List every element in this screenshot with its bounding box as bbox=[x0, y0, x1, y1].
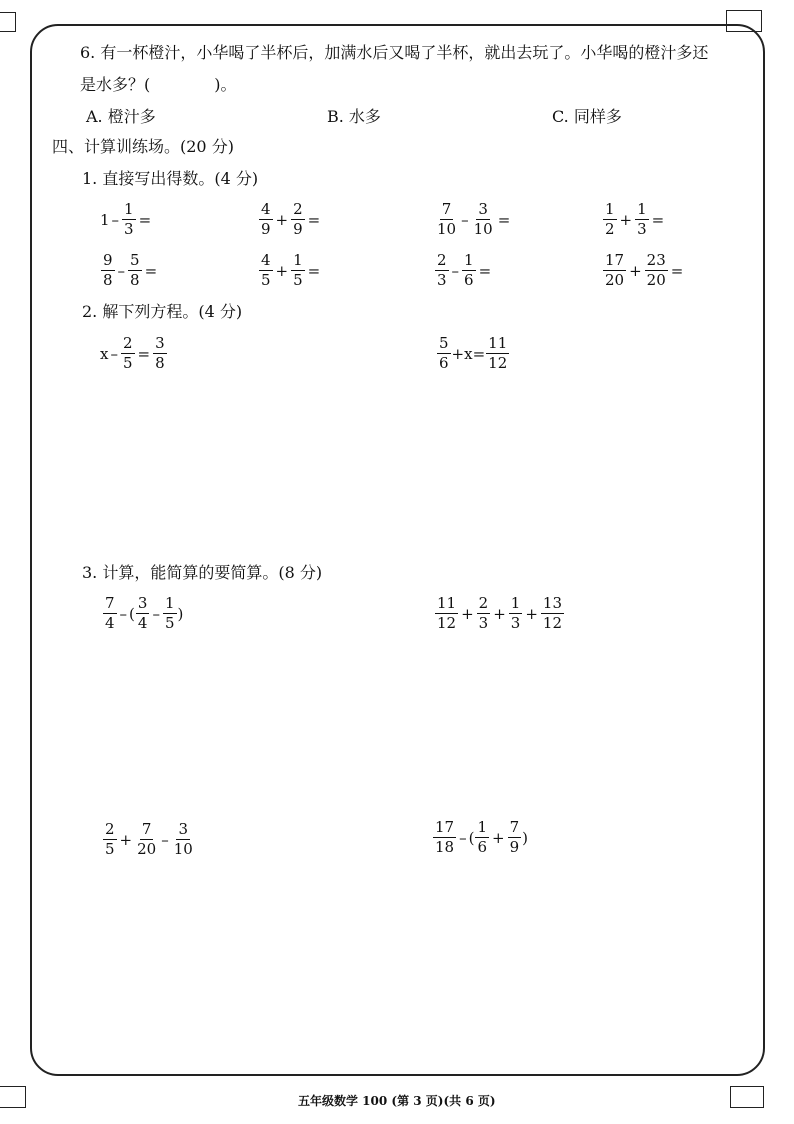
fraction: $\frac{1}{3}$ bbox=[637, 200, 647, 238]
option-a[interactable]: A. 橙汁多 bbox=[86, 107, 156, 126]
fraction: $\frac{1}{2}$ bbox=[605, 200, 615, 238]
part1-title: 1. 直接写出得数。(4 分) bbox=[82, 169, 259, 188]
fraction: $\frac{3}{8}$ bbox=[155, 334, 165, 372]
q6-line1: 6. 有一杯橙汁，小华喝了半杯后，加满水后又喝了半杯，就出去玩了。小华喝的橙汁多还 bbox=[80, 43, 709, 62]
fraction: $\frac{2}{3}$ bbox=[478, 594, 489, 632]
fraction: $\frac{5}{8}$ bbox=[130, 251, 140, 289]
crop-mark-top-left bbox=[0, 12, 16, 32]
oral-item-5: $\frac{9}{8}$ – $\frac{5}{8}$ = bbox=[103, 251, 158, 289]
oral-item-3: $\frac{7}{10}$ – $\frac{3}{10}$ = bbox=[437, 200, 511, 238]
fraction: $\frac{1}{3}$ bbox=[124, 200, 134, 238]
fraction: $\frac{3}{4}$ bbox=[137, 594, 148, 632]
fraction: $\frac{1}{6}$ bbox=[477, 818, 487, 856]
fraction: $\frac{23}{20}$ bbox=[646, 251, 666, 289]
equation-1: x – $\frac{2}{5}$ = $\frac{3}{8}$ bbox=[100, 334, 165, 372]
option-c[interactable]: C. 同样多 bbox=[552, 107, 622, 126]
equation-2: $\frac{5}{6}$ +x= $\frac{11}{12}$ bbox=[439, 334, 508, 372]
fraction: $\frac{11}{12}$ bbox=[437, 594, 457, 632]
part2-title: 2. 解下列方程。(4 分) bbox=[82, 302, 243, 321]
fraction: $\frac{1}{5}$ bbox=[293, 251, 303, 289]
part3-title: 3. 计算，能简算的要简算。(8 分) bbox=[82, 563, 323, 582]
fraction: $\frac{4}{5}$ bbox=[261, 251, 271, 289]
crop-mark-bottom-right bbox=[730, 1086, 764, 1108]
fraction: $\frac{17}{18}$ bbox=[435, 818, 455, 856]
fraction: $\frac{3}{10}$ bbox=[473, 200, 493, 238]
page-footer: 五年级数学 100 (第 3 页)(共 6 页) bbox=[298, 1094, 496, 1108]
fraction: $\frac{2}{5}$ bbox=[105, 820, 115, 858]
oral-item-1: 1 – $\frac{1}{3}$ = bbox=[100, 200, 152, 238]
calc-c: $\frac{2}{5}$ + $\frac{7}{20}$ – $\frac{3}{10}$ bbox=[105, 820, 193, 858]
fraction: $\frac{9}{8}$ bbox=[103, 251, 113, 289]
fraction: $\frac{13}{12}$ bbox=[542, 594, 563, 632]
oral-item-8: $\frac{17}{20}$ + $\frac{23}{20}$ = bbox=[605, 251, 684, 289]
fraction: $\frac{1}{3}$ bbox=[510, 594, 521, 632]
crop-mark-top-right bbox=[726, 10, 762, 32]
fraction: $\frac{11}{12}$ bbox=[488, 334, 508, 372]
calc-a: $\frac{7}{4}$ – ( $\frac{3}{4}$ – $\frac{1}{5}$ ) bbox=[105, 594, 184, 632]
oral-item-2: $\frac{4}{9}$ + $\frac{2}{9}$ = bbox=[261, 200, 321, 238]
oral-item-6: $\frac{4}{5}$ + $\frac{1}{5}$ = bbox=[261, 251, 321, 289]
fraction: $\frac{4}{9}$ bbox=[261, 200, 271, 238]
fraction: $\frac{2}{5}$ bbox=[122, 334, 133, 372]
fraction: $\frac{7}{9}$ bbox=[509, 818, 520, 856]
fraction: $\frac{5}{6}$ bbox=[439, 334, 449, 372]
q6-line2: 是水多？( )。 bbox=[80, 75, 237, 94]
oral-item-4: $\frac{1}{2}$ + $\frac{1}{3}$ = bbox=[605, 200, 665, 238]
fraction: $\frac{17}{20}$ bbox=[605, 251, 625, 289]
oral-item-7: $\frac{2}{3}$ – $\frac{1}{6}$ = bbox=[437, 251, 492, 289]
fraction: $\frac{7}{10}$ bbox=[437, 200, 457, 238]
fraction: $\frac{7}{20}$ bbox=[137, 820, 157, 858]
fraction: $\frac{7}{4}$ bbox=[105, 594, 115, 632]
fraction: $\frac{1}{6}$ bbox=[464, 251, 474, 289]
fraction: $\frac{1}{5}$ bbox=[164, 594, 175, 632]
section-title: 四、计算训练场。(20 分) bbox=[52, 137, 234, 156]
fraction: $\frac{3}{10}$ bbox=[173, 820, 193, 858]
fraction: $\frac{2}{3}$ bbox=[437, 251, 447, 289]
option-b[interactable]: B. 水多 bbox=[327, 107, 381, 126]
fraction: $\frac{2}{9}$ bbox=[293, 200, 303, 238]
calc-b: $\frac{11}{12}$ + $\frac{2}{3}$ + $\frac{1}{3}$ + $\frac{13}{12}$ bbox=[437, 594, 563, 632]
calc-d: $\frac{17}{18}$ – ( $\frac{1}{6}$ + $\frac{7}{9}$ ) bbox=[435, 818, 528, 856]
crop-mark-bottom-left bbox=[0, 1086, 26, 1108]
